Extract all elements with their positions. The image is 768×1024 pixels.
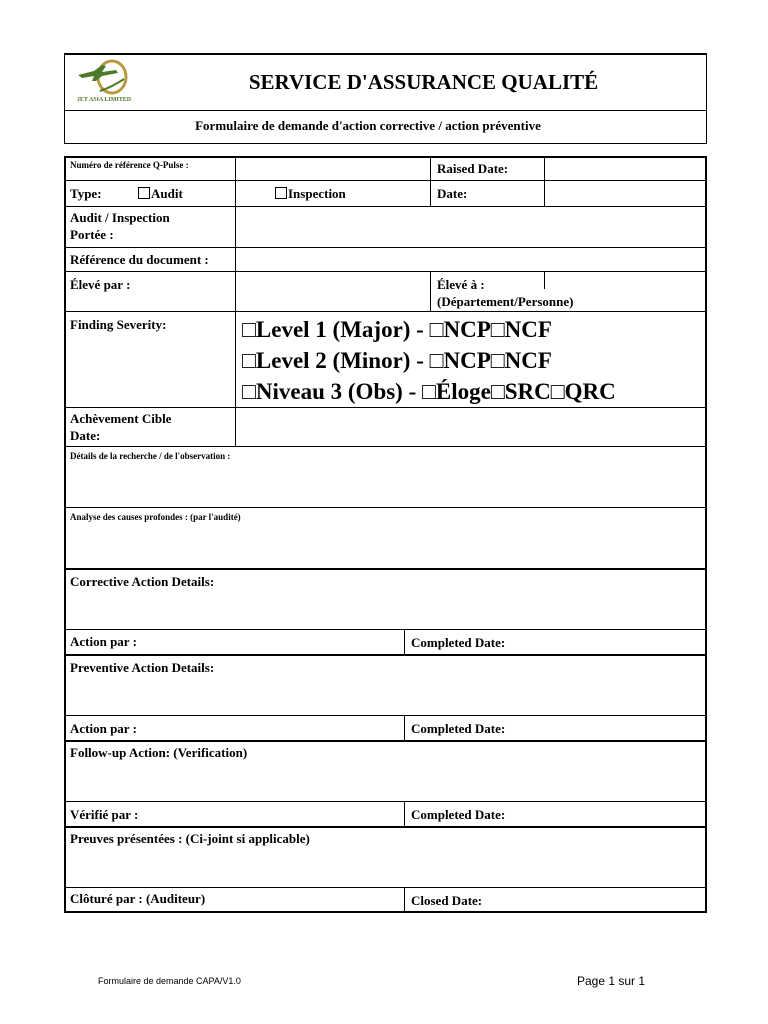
raised-to-label-line2: (Département/Personne) [437,294,574,309]
footer-page-number: Page 1 sur 1 [577,974,646,988]
preventive-field[interactable] [65,676,705,715]
type-inspection-option[interactable] [275,185,346,202]
page-title: SERVICE D'ASSURANCE QUALITÉ [248,70,599,94]
inspection-label: Inspection [288,186,346,201]
ref-label: Numéro de référence Q-Pulse : [70,160,189,170]
target-date-label [70,410,171,444]
evidence-label: Preuves présentées : (Ci-joint si applicable) [70,831,310,846]
raised-date-field[interactable] [545,157,705,180]
severity-level-2[interactable]: □Level 2 (Minor) - □NCP□NCF [242,348,552,373]
scope-label [70,209,170,243]
page-subtitle: Formulaire de demande d'action corrective / action préventive [195,118,541,133]
root-cause-label: Analyse des causes profondes : (par l'audité) [70,512,241,522]
ref-field[interactable] [236,157,430,180]
closed-by: Clôturé par : (Auditeur) [70,891,206,906]
inspection-checkbox[interactable] [275,187,287,199]
type-label: Type: [70,186,102,201]
severity-label: Finding Severity: [70,317,167,332]
severity-level-3[interactable]: □Niveau 3 (Obs) - □Éloge□SRC□QRC [242,379,616,404]
scope-label-line2: Portée : [70,227,114,242]
corrective-action-by: Action par : [70,634,137,649]
corrective-completed-date: Completed Date: [411,635,506,650]
doc-ref-field[interactable] [236,248,705,271]
followup-label: Follow-up Action: (Verification) [70,745,248,760]
preventive-action-by: Action par : [70,721,137,736]
followup-field[interactable] [65,762,705,801]
logo [72,57,136,107]
preventive-label: Preventive Action Details: [70,660,215,675]
corrective-field[interactable] [65,590,705,629]
verified-by: Vérifié par : [70,807,139,822]
severity-options[interactable] [242,314,616,407]
target-date-field[interactable] [236,408,705,446]
details-label: Détails de la recherche / de l'observation : [70,451,231,461]
raised-by-field[interactable] [236,272,430,311]
evidence-field[interactable] [65,848,705,887]
corrective-label: Corrective Action Details: [70,574,215,589]
scope-label-line1: Audit / Inspection [70,210,170,225]
audit-label: Audit [151,186,183,201]
doc-ref-label: Référence du document : [70,252,209,267]
date-label: Date: [437,186,468,201]
audit-checkbox[interactable] [138,187,150,199]
target-date-label-line1: Achèvement Cible [70,411,172,426]
type-audit-option[interactable] [138,185,183,202]
scope-field[interactable] [236,207,705,247]
details-field[interactable] [65,462,705,507]
closed-date: Closed Date: [411,893,483,908]
raised-to-label-line1: Élevé à : [437,277,485,292]
preventive-completed-date: Completed Date: [411,721,506,736]
severity-level-1[interactable]: □Level 1 (Major) - □NCP□NCF [242,317,552,342]
target-date-label-line2: Date: [70,428,101,443]
verified-completed-date: Completed Date: [411,807,506,822]
root-cause-field[interactable] [65,523,705,568]
logo-text: JET ASIA LIMITED [76,97,132,103]
raised-to-label [437,276,573,310]
footer-form-id: Formulaire de demande CAPA/V1.0 [98,976,241,986]
date-field[interactable] [545,181,705,206]
raised-date-label: Raised Date: [437,161,509,176]
raised-by-label: Élevé par : [70,277,131,292]
